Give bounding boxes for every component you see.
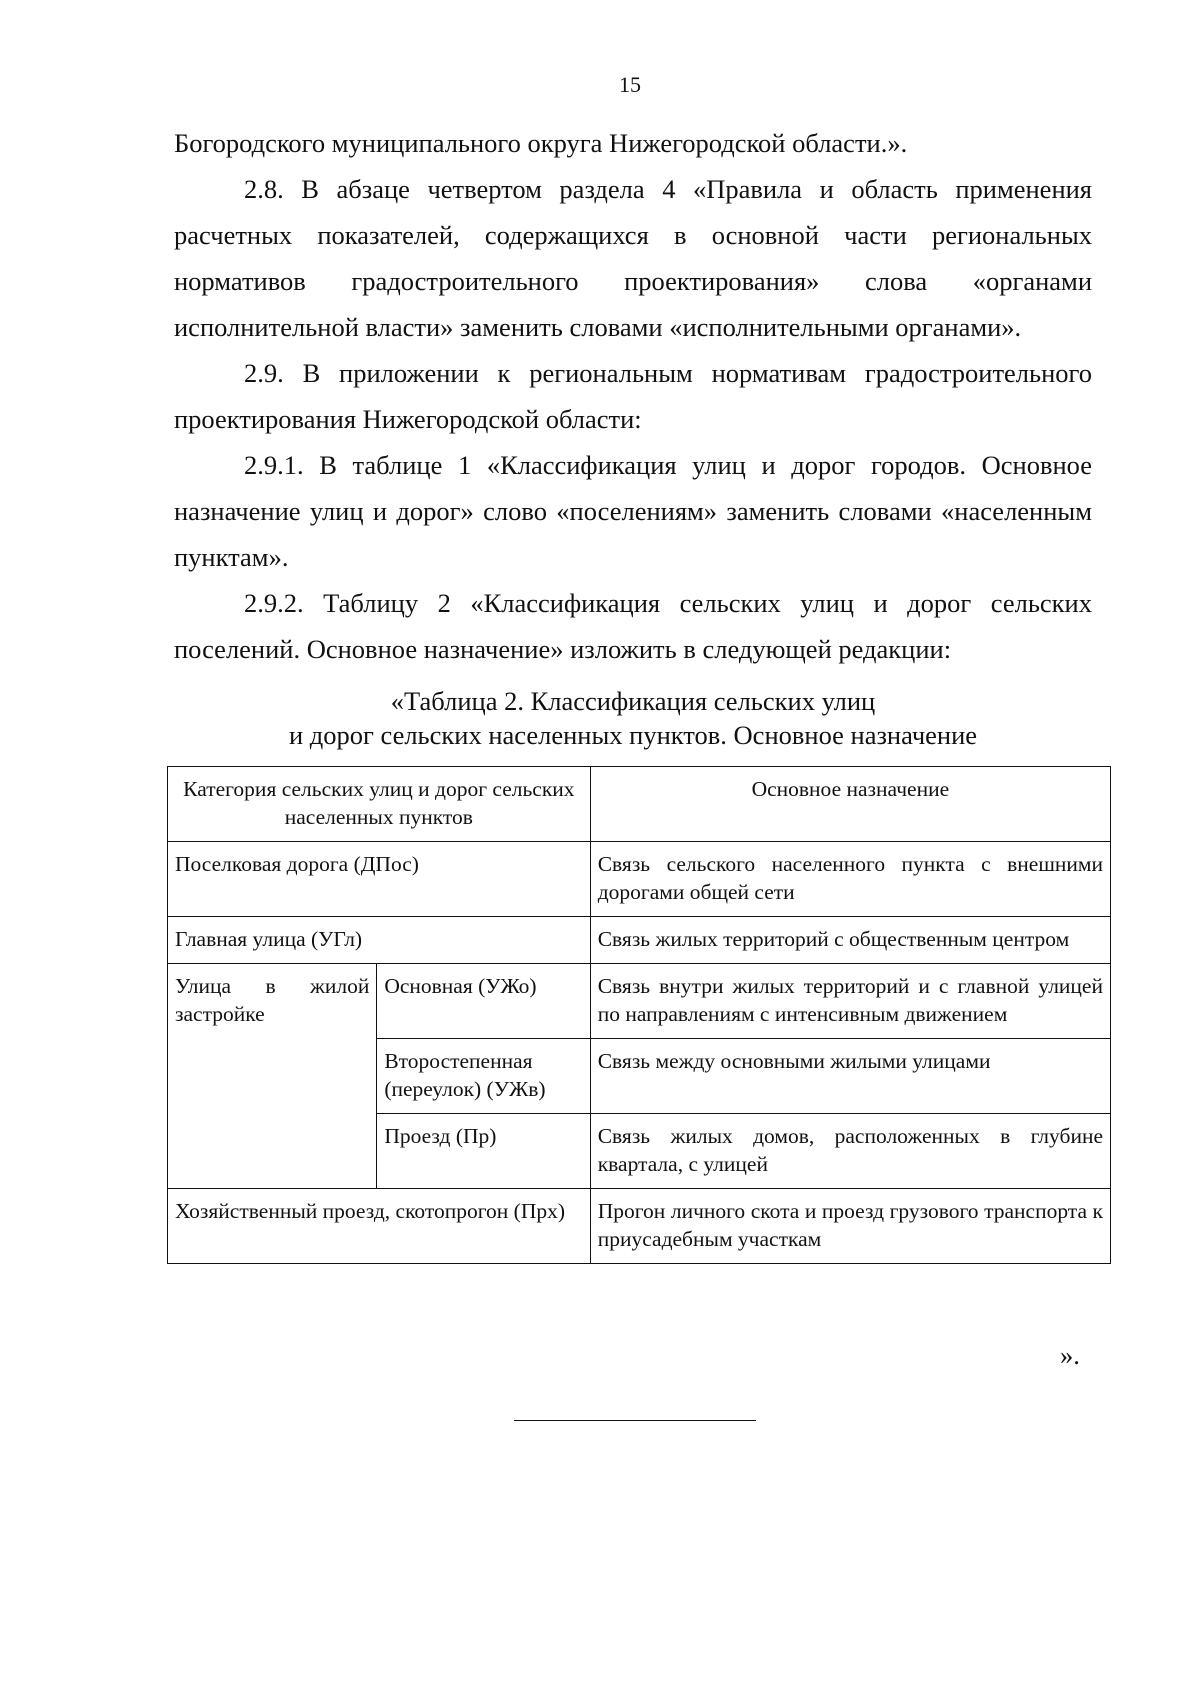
subcategory-cell: Основная (УЖо) [377, 964, 590, 1039]
table-caption-line-2: и дорог сельских населенных пунктов. Основное назначение [288, 720, 978, 750]
table-header-row [168, 767, 1111, 842]
purpose-cell: Прогон личного скота и проезд грузового транспорта к приусадебным участкам [590, 1189, 1110, 1264]
document-body [174, 120, 1092, 672]
table-row [168, 842, 1111, 917]
classification-table [167, 766, 1111, 1264]
closing-quote: ». [1060, 1340, 1080, 1370]
purpose-cell: Связь между основными жилыми улицами [590, 1039, 1110, 1114]
subcategory-cell: Второстепенная (переулок) (УЖв) [377, 1039, 590, 1114]
table-row [168, 1189, 1111, 1264]
paragraph-continuation: Богородского муниципального округа Нижегородской области.». [174, 128, 908, 158]
purpose-cell: Связь жилых территорий с общественным центром [590, 917, 1110, 964]
footer-divider [514, 1420, 756, 1421]
table-caption [174, 684, 1092, 752]
paragraph-2-9: 2.9. В приложении к региональным нормативам градостроительного проектирования Нижегородской области: [174, 358, 1092, 434]
subcategory-cell: Проезд (Пр) [377, 1114, 590, 1189]
table-caption-line-1: «Таблица 2. Классификация сельских улиц [390, 686, 876, 716]
paragraph-2-9-1: 2.9.1. В таблице 1 «Классификация улиц и дорог городов. Основное назначение улиц и дорог» слово «поселениям» заменить словами «населенным пунктам». [174, 450, 1092, 572]
header-purpose: Основное назначение [590, 767, 1110, 842]
header-category: Категория сельских улиц и дорог сельских населенных пунктов [168, 767, 591, 842]
purpose-cell: Связь внутри жилых территорий и с главной улицей по направлениям с интенсивным движением [590, 964, 1110, 1039]
category-cell: Поселковая дорога (ДПос) [168, 842, 591, 917]
category-cell: Хозяйственный проезд, скотопрогон (Прх) [168, 1189, 591, 1264]
category-cell: Главная улица (УГл) [168, 917, 591, 964]
table-row [168, 964, 1111, 1039]
purpose-cell: Связь сельского населенного пункта с внешними дорогами общей сети [590, 842, 1110, 917]
paragraph-2-9-2: 2.9.2. Таблицу 2 «Классификация сельских улиц и дорог сельских поселений. Основное назначение» изложить в следующей редакции: [174, 588, 1092, 664]
page-number: 15 [619, 72, 641, 97]
table-row [168, 917, 1111, 964]
purpose-cell: Связь жилых домов, расположенных в глубине квартала, с улицей [590, 1114, 1110, 1189]
paragraph-2-8: 2.8. В абзаце четвертом раздела 4 «Правила и область применения расчетных показателей, содержащихся в основной части региональных нормативов градостроительного проектирования» слова «органами исполнительной власти» заменить словами «исполнительными органами». [174, 174, 1092, 342]
category-group-cell: Улица в жилой застройке [168, 964, 377, 1189]
